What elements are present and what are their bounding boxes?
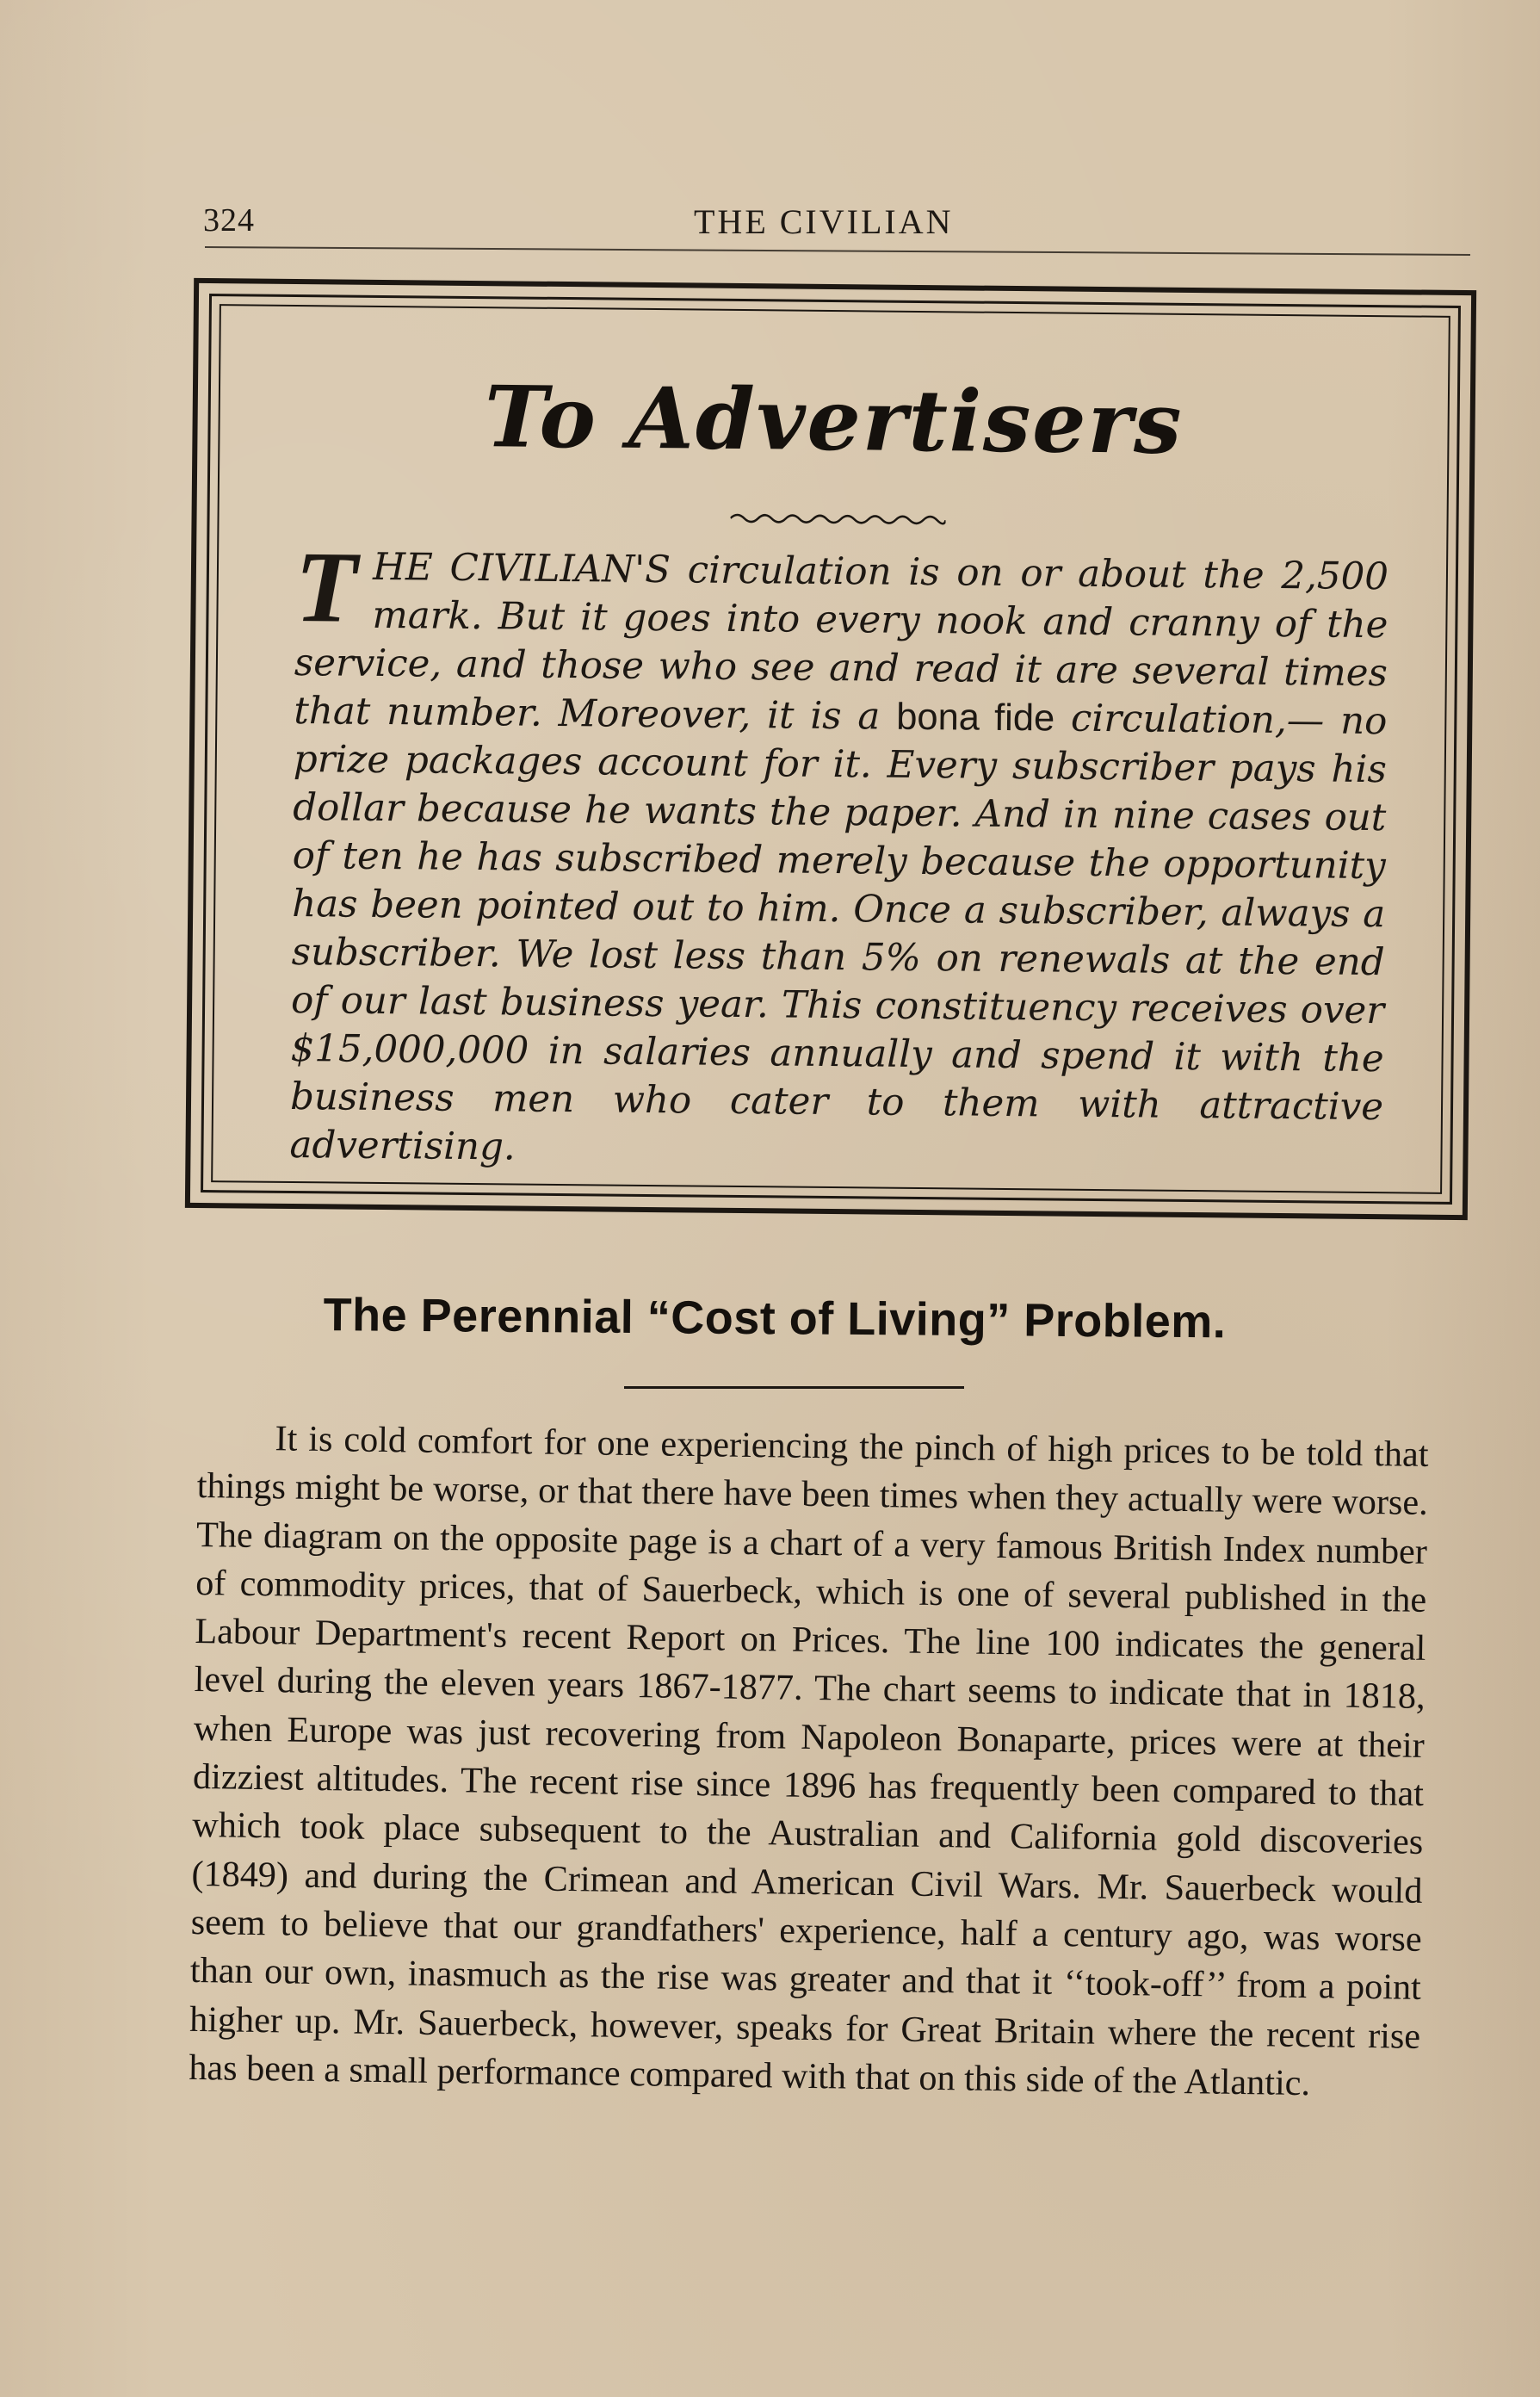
advertisement-text-part1: HE CIVILIAN'S circulation is on or about the 2,500 mark. But it goes into every nook and cranny of the service, and those who see and read it are several times that number. Moreover, it is a (294, 545, 1389, 739)
advertisement-text-part2: circulation,— no prize packages account for it. Every subscriber pays his dollar because he wants the paper. And in nine cases out of ten he has subscribed merely because the opportunity has been pointed out to him. Once a subscriber, always a subscriber. We lost less than 5% on renewals at the end of our last business year. This constituency receives over $15,000,000 in salaries annually and spend it with the business men who cater to them with attractive advertising. (289, 697, 1388, 1169)
page-header (203, 196, 1469, 248)
advertisement-body (289, 530, 1389, 1180)
running-head: THE CIVILIAN (694, 202, 954, 241)
bona-fide-text: bona fide (895, 696, 1055, 740)
article-paragraph: It is cold comfort for one experiencing the pinch of high prices to be told that things might be worse, or that there have been times when they actually were worse. The diagram on the opposite page is a chart of a very famous British Index number of commodity prices, that of Sauerbeck, which is one of several published in the Labour Department's recent Report on Prices. The line 100 indicates the general level during the eleven years 1867-1877. The chart seems to indicate that in 1818, when Europe was just recovering from Napoleon Bonaparte, prices were at their dizziest altitudes. The recent rise since 1896 has frequently been compared to that which took place subsequent to the Australian and California gold discoveries (1849) and during the Crimean and American Civil Wars. Mr. Sauerbeck would seem to believe that our grandfathers' experience, half a century ago, was worse than our own, inasmuch as the rise was greater and that it ‘‘took-off’’ from a point higher up. Mr. Sauerbeck, however, speaks for Great Britain where the recent rise has been a small performance compared with that on this side of the Atlantic. (189, 1418, 1429, 2103)
article-title: The Perennial “Cost of Living” Problem. (323, 1289, 1227, 1348)
advertisement-title: To Advertisers (484, 368, 1184, 474)
title-rule (624, 1386, 964, 1389)
page-number: 324 (203, 202, 255, 238)
article-body (189, 1414, 1429, 2109)
ornament-swash-icon (730, 508, 945, 530)
drop-cap: T (294, 530, 358, 644)
advertisement-box (185, 278, 1476, 1220)
